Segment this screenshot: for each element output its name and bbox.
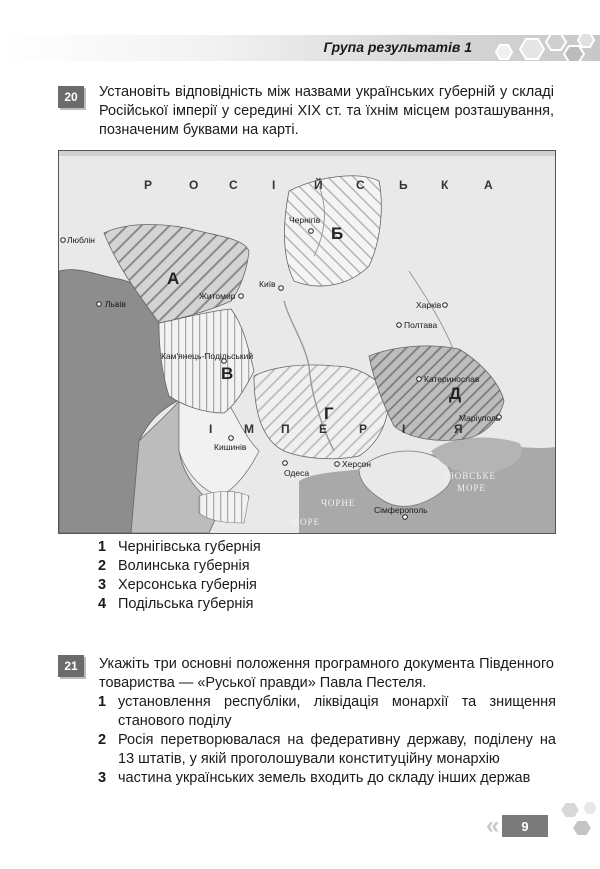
city-chernihiv: Чернігів: [289, 215, 321, 225]
option-item: 2 Волинська губернія: [98, 558, 250, 574]
city-zhytomyr: Житомир: [199, 291, 236, 301]
answer-item: 1 установлення республіки, ліквідація монархії та знищення станового поділу: [98, 694, 556, 729]
empire-letter: М: [244, 422, 254, 436]
chevron-left-icon: «: [486, 812, 500, 839]
empire-letter: С: [229, 178, 239, 192]
region-label-b: Б: [331, 224, 344, 243]
sea-label-black: ЧОРНЕ: [321, 498, 356, 508]
region-label-a: А: [167, 269, 180, 288]
sea-label-black-2: МОРЕ: [291, 517, 321, 527]
question-21-text: Укажіть три основні положення програмного документа Південного товариства — «Руської правди» Павла Пестеля.: [99, 656, 554, 691]
region-label-v: В: [221, 364, 234, 383]
page-header: [0, 30, 600, 68]
region-label-g: Г: [324, 404, 334, 423]
answer-item: 2 Росія перетворювалася на федеративну державу, поділену на 13 штатів, у якій проголошували конституційну монархію: [98, 732, 556, 767]
page-number: 9: [502, 815, 548, 837]
option-item: 4 Подільська губернія: [98, 596, 254, 612]
city-kyshyniv: Кишинів: [214, 442, 247, 452]
question-20-text: Установіть відповідність між назвами українських губерній у складі Російської імперії у середині XIX ст. та їхнім місцем розташування, позначеним буквами на карті.: [99, 84, 554, 138]
empire-letter: О: [189, 178, 200, 192]
city-kyiv: Київ: [259, 279, 276, 289]
section-title: Група результатів 1: [323, 39, 472, 55]
empire-letter: І: [272, 178, 277, 192]
empire-letter: Я: [454, 422, 463, 436]
sea-label-azov-2: МОРЕ: [457, 483, 487, 493]
historical-map: [58, 150, 556, 534]
region-label-d: Д: [449, 384, 462, 403]
empire-letter: С: [356, 178, 366, 192]
empire-letter: А: [484, 178, 494, 192]
option-item: 1 Чернігівська губернія: [98, 539, 261, 555]
question-21-number: 21: [58, 655, 84, 677]
empire-letter: Р: [144, 178, 154, 192]
empire-letter: П: [281, 422, 290, 436]
empire-letter: І: [402, 422, 406, 436]
sea-label-azov: АЗОВСЬКЕ: [442, 471, 496, 481]
empire-letter: Ь: [399, 178, 409, 192]
empire-letter: Е: [319, 422, 328, 436]
answer-item: 3 частина українських земель входить до складу інших держав: [98, 770, 531, 786]
option-item: 3 Херсонська губернія: [98, 577, 257, 593]
city-kherson: Херсон: [342, 459, 371, 469]
city-poltava: Полтава: [404, 320, 438, 330]
question-21-answers: [98, 693, 556, 788]
empire-letter: Й: [314, 178, 324, 192]
hexagon-decoration-icon: [490, 30, 600, 68]
empire-letter: І: [209, 422, 213, 436]
city-odesa: Одеса: [284, 468, 310, 478]
city-lublin: Люблін: [67, 235, 95, 245]
empire-letter: Р: [359, 422, 368, 436]
city-katerynoslav: Катеринослав: [424, 374, 480, 384]
city-mariupol: Маріуполь: [459, 413, 501, 423]
question-20-number: 20: [58, 86, 84, 108]
city-kamianets: Кам'янець-Подільський: [161, 351, 254, 361]
city-kharkiv: Харків: [416, 300, 442, 310]
city-simferopol: Сімферополь: [374, 505, 428, 515]
question-20-options: [98, 538, 538, 614]
empire-letter: К: [441, 178, 450, 192]
region-g: [254, 365, 389, 459]
hexagon-footer-icon: [552, 790, 600, 850]
city-lviv: Львів: [105, 299, 126, 309]
